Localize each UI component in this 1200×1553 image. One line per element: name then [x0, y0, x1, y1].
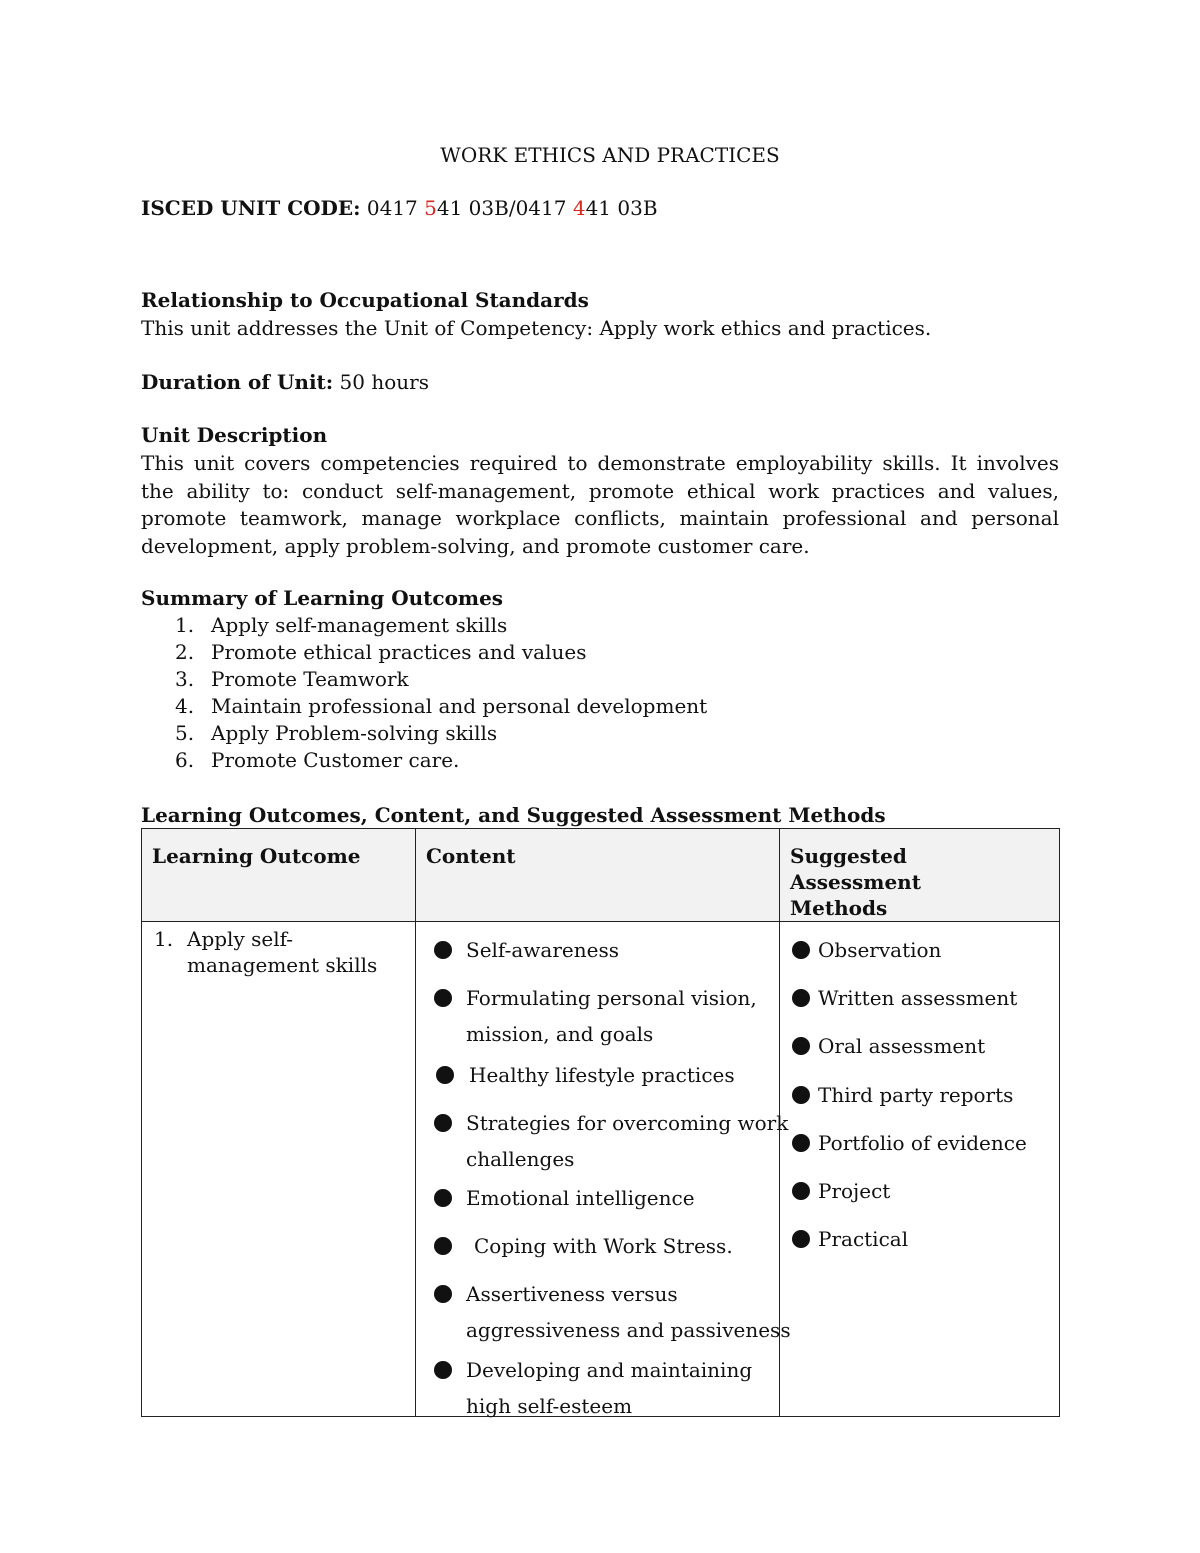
duration-value: 50 hours — [333, 370, 429, 394]
bullet-dot — [792, 1086, 810, 1104]
bullet-dot — [792, 1182, 810, 1200]
header-assessment-methods: Suggested Assessment Methods — [780, 829, 1060, 922]
isced-code-part3: 41 03B — [585, 196, 658, 220]
bullet-dot — [434, 1189, 452, 1207]
content-item: Formulating personal vision, mission, and goals — [466, 986, 757, 1046]
content-item: Coping with Work Stress. — [474, 1234, 733, 1258]
list-item: 1. Apply self-management skills — [175, 613, 508, 637]
list-item: 2. Promote ethical practices and values — [175, 640, 587, 664]
description-text: This unit covers competencies required to demonstrate employability skills. It involves the ability to: conduct self-management, promote ethical work practices and values, promote teamwork, manage workplace conflicts, maintain professional and personal development, apply problem-solving, and promote customer care. — [141, 451, 1059, 558]
bullet-dot — [792, 989, 810, 1007]
content-item: Developing and maintaining high self-esteem — [466, 1358, 753, 1418]
bullet-dot — [434, 941, 452, 959]
summary-heading: Summary of Learning Outcomes — [141, 586, 504, 610]
content-item: Emotional intelligence — [466, 1186, 695, 1210]
content-item: Strategies for overcoming work challenges — [466, 1111, 789, 1171]
bullet-dot — [434, 1361, 452, 1379]
bullet-dot — [436, 1066, 454, 1084]
assessment-item: Third party reports — [818, 1083, 1014, 1107]
bullet-dot — [792, 1134, 810, 1152]
list-item: 6. Promote Customer care. — [175, 748, 460, 772]
relationship-heading: Relationship to Occupational Standards — [141, 288, 589, 312]
isced-code-part2: 41 03B/0417 — [436, 196, 573, 220]
list-item: 4. Maintain professional and personal development — [175, 694, 708, 718]
isced-code-line — [141, 196, 658, 220]
content-item: Assertiveness versus aggressiveness and passiveness — [466, 1282, 791, 1342]
table-row — [142, 922, 1060, 1417]
table-header-row — [142, 829, 1060, 922]
assessment-item: Oral assessment — [818, 1034, 986, 1058]
isced-code-red1: 5 — [424, 196, 437, 220]
bullet-dot — [434, 1237, 452, 1255]
assessment-item: Observation — [818, 938, 942, 962]
content-cell — [416, 922, 791, 1418]
bullet-dot — [792, 1230, 810, 1248]
list-item: 5. Apply Problem-solving skills — [175, 721, 498, 745]
assessment-item: Portfolio of evidence — [818, 1131, 1027, 1155]
isced-label: ISCED UNIT CODE: — [141, 196, 361, 220]
header-content: Content — [416, 829, 780, 922]
duration-line — [141, 370, 429, 394]
assessment-item: Practical — [818, 1227, 909, 1251]
assessment-cell — [780, 922, 1060, 1417]
description-heading: Unit Description — [141, 423, 328, 447]
bullet-dot — [792, 1037, 810, 1055]
document-title: WORK ETHICS AND PRACTICES — [440, 143, 780, 167]
assessment-item: Project — [818, 1179, 891, 1203]
content-item: Self-awareness — [466, 938, 619, 962]
table-heading: Learning Outcomes, Content, and Suggested Assessment Methods — [141, 803, 886, 827]
relationship-text: This unit addresses the Unit of Competency: Apply work ethics and practices. — [141, 316, 932, 340]
outcome-item: 1. Apply self-management skills — [154, 927, 378, 977]
isced-code-red2: 4 — [572, 196, 586, 220]
assessment-item: Written assessment — [818, 986, 1018, 1010]
bullet-dot — [434, 989, 452, 1007]
list-item: 3. Promote Teamwork — [175, 667, 409, 691]
outcomes-table — [141, 828, 1060, 1417]
duration-label: Duration of Unit: — [141, 370, 334, 394]
bullet-dot — [792, 941, 810, 959]
summary-list — [141, 612, 707, 774]
header-learning-outcome: Learning Outcome — [142, 829, 416, 922]
outcome-cell — [142, 922, 416, 1417]
isced-code-part1: 0417 — [366, 196, 425, 220]
content-item: Healthy lifestyle practices — [469, 1063, 735, 1087]
bullet-dot — [434, 1114, 452, 1132]
bullet-dot — [434, 1285, 452, 1303]
